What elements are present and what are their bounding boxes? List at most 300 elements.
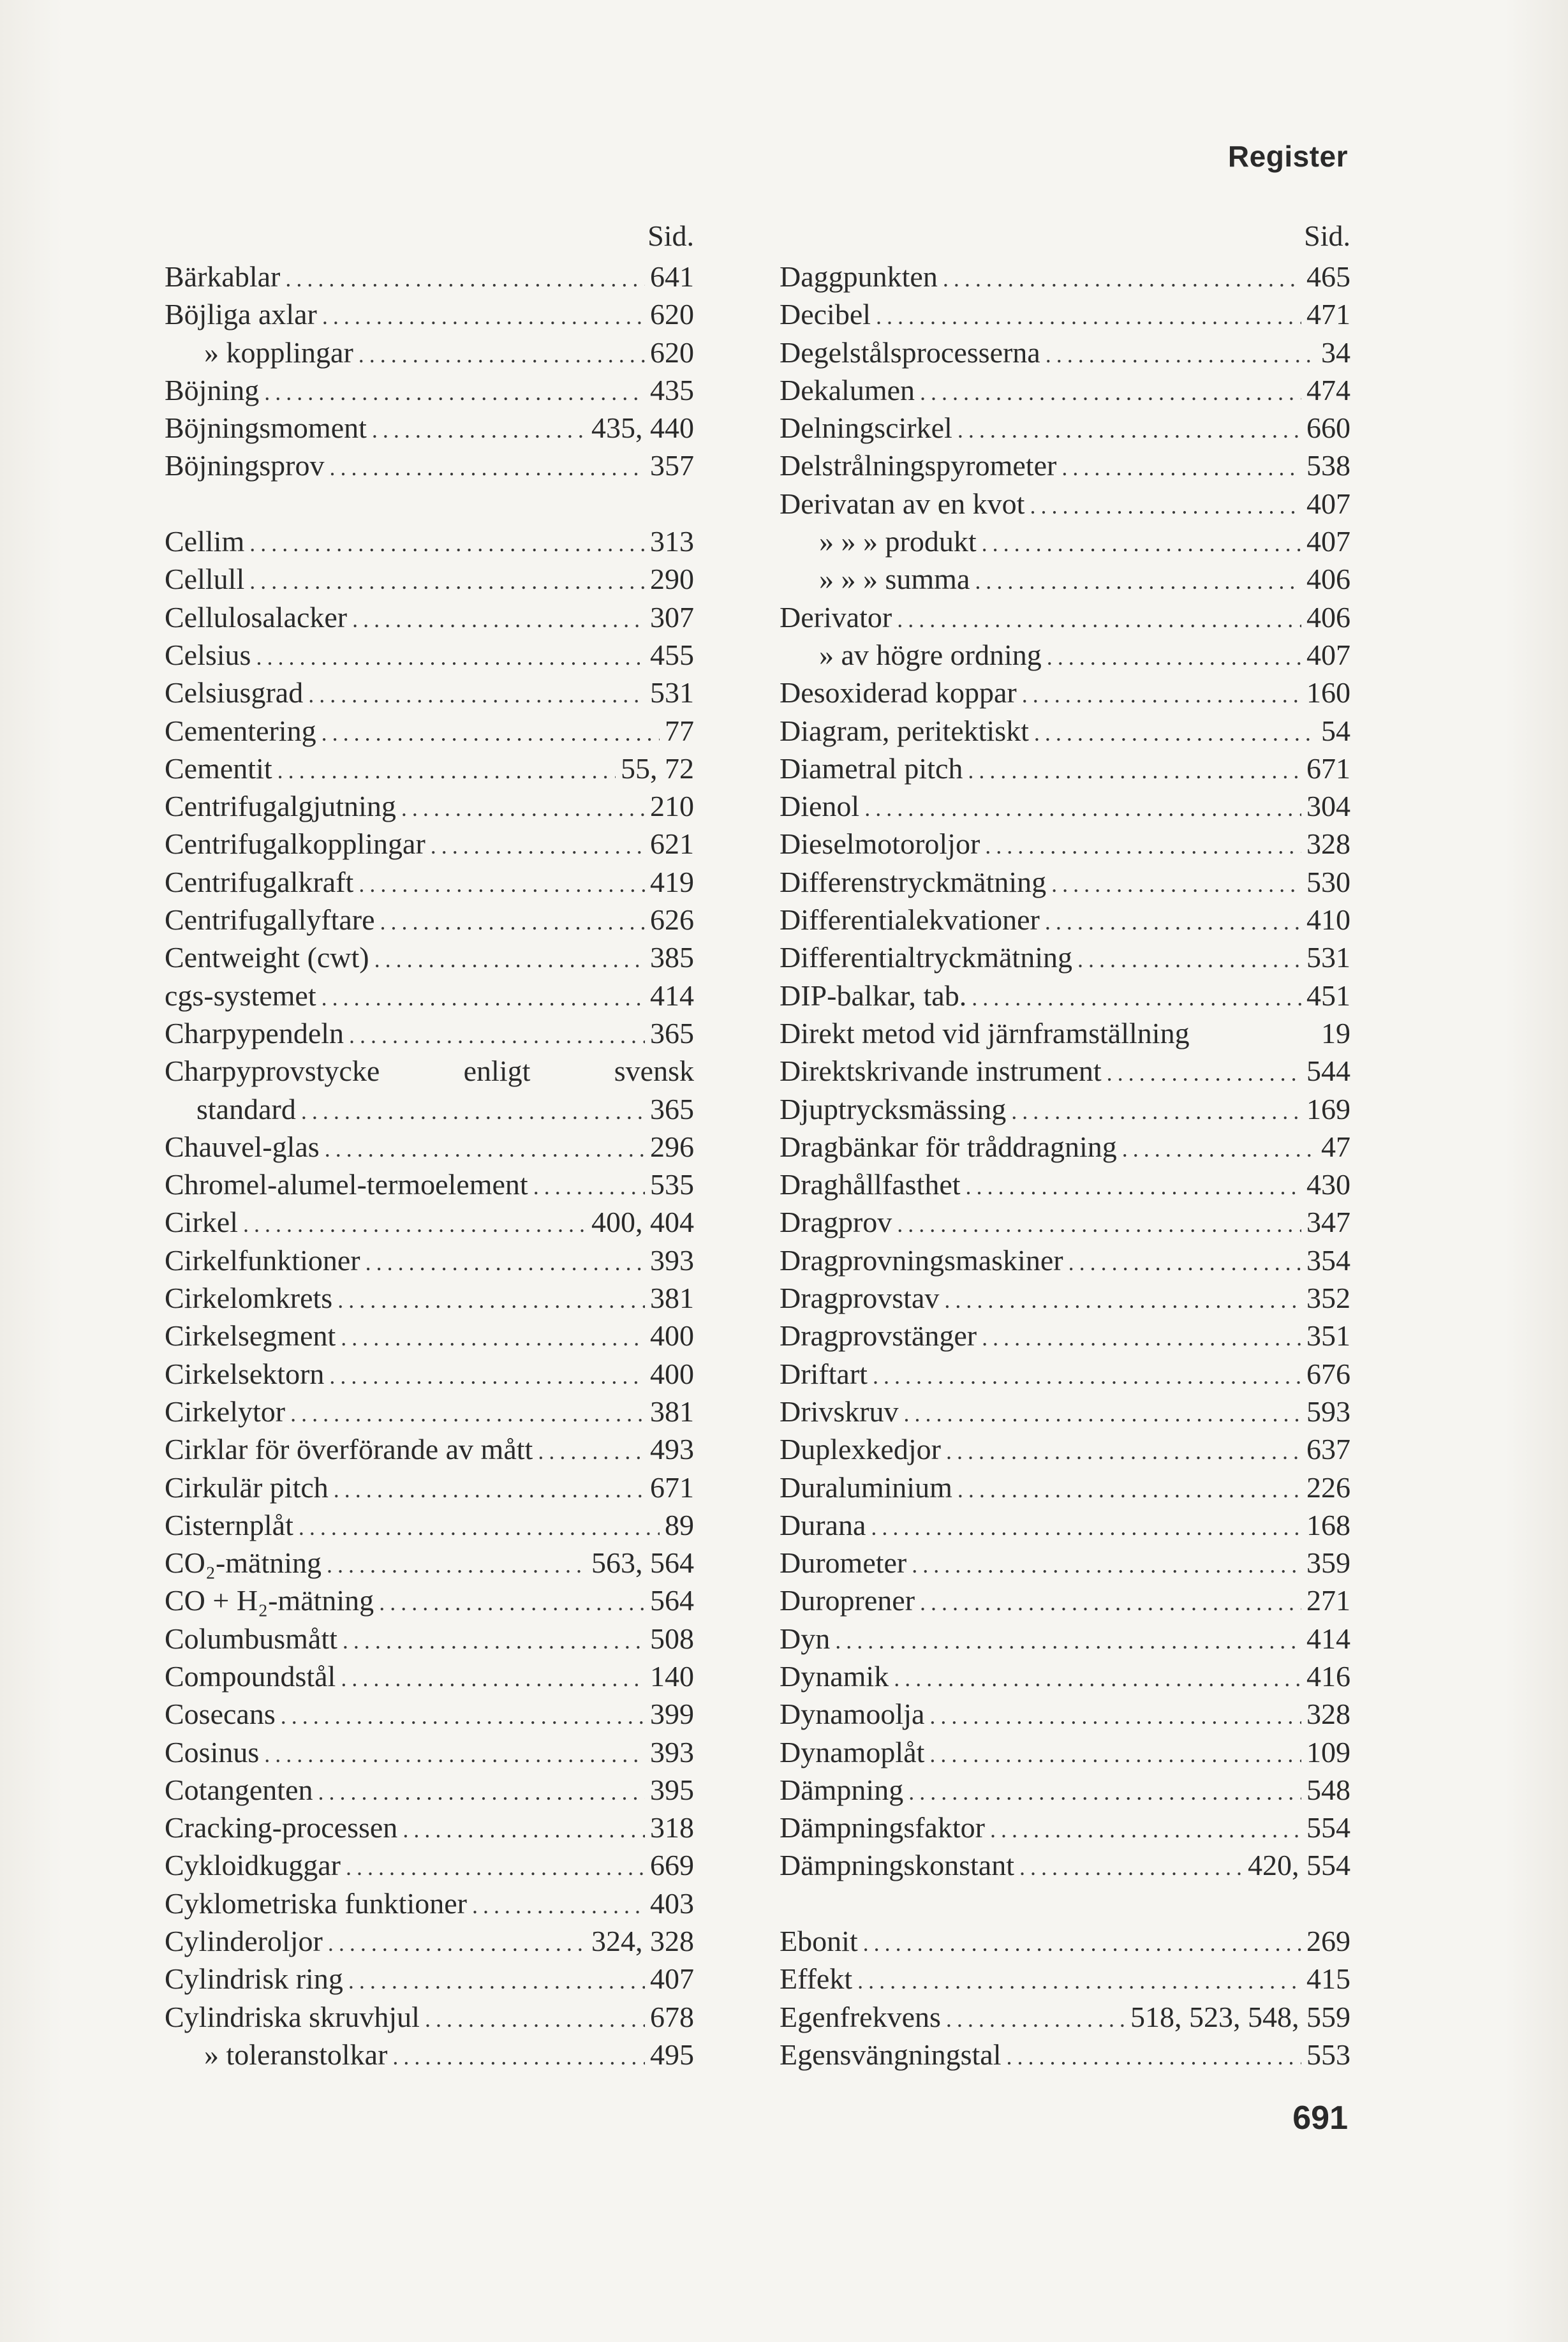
index-term: Daggpunkten bbox=[780, 260, 938, 293]
page-reference: 351 bbox=[1306, 1319, 1350, 1353]
page-reference: 403 bbox=[650, 1886, 694, 1920]
page-reference: 385 bbox=[650, 941, 694, 974]
page-reference: 407 bbox=[1306, 525, 1350, 558]
dot-leader bbox=[403, 1811, 645, 1849]
page-reference: 531 bbox=[1306, 941, 1350, 974]
index-term: Diagram, peritektiskt bbox=[780, 714, 1029, 747]
index-term: » av högre ordning bbox=[819, 638, 1042, 671]
dot-leader bbox=[908, 1774, 1301, 1811]
index-entry bbox=[165, 1846, 694, 1884]
index-term: Cisternplåt bbox=[165, 1508, 293, 1541]
dot-leader bbox=[322, 715, 660, 752]
dot-leader bbox=[897, 1206, 1301, 1243]
index-entry bbox=[780, 598, 1350, 636]
index-term: Durometer bbox=[780, 1546, 907, 1580]
index-term: Ebonit bbox=[780, 1925, 858, 1958]
index-entry bbox=[165, 1090, 694, 1128]
index-term: Centrifugalkraft bbox=[165, 865, 354, 898]
page-reference: 210 bbox=[650, 790, 694, 823]
index-term: Degelstålsprocesserna bbox=[780, 336, 1040, 369]
page-reference: 313 bbox=[650, 525, 694, 558]
dot-leader bbox=[533, 1168, 645, 1206]
index-term: Direkt metod vid järnframställning bbox=[780, 1016, 1190, 1049]
index-term: Cirkelytor bbox=[165, 1395, 286, 1428]
index-entry bbox=[780, 825, 1350, 863]
index-entry bbox=[165, 1809, 694, 1846]
index-term: Cellulosalacker bbox=[165, 600, 348, 634]
dot-leader bbox=[912, 1546, 1301, 1584]
page-reference: 620 bbox=[650, 336, 694, 369]
index-term: Cirkelomkrets bbox=[165, 1282, 333, 1315]
page-reference: 328 bbox=[1306, 827, 1350, 861]
dot-leader bbox=[864, 790, 1301, 827]
dot-leader bbox=[1022, 676, 1301, 714]
dot-leader bbox=[352, 601, 645, 639]
index-entry bbox=[780, 1846, 1350, 1884]
index-entry bbox=[165, 295, 694, 333]
index-term: Drivskruv bbox=[780, 1395, 899, 1428]
index-entry bbox=[780, 1203, 1350, 1241]
dot-leader bbox=[329, 449, 645, 487]
page-reference: 357 bbox=[650, 449, 694, 482]
dot-leader bbox=[318, 1774, 646, 1811]
page-reference: 407 bbox=[650, 1962, 694, 1996]
dot-leader bbox=[1011, 1093, 1301, 1130]
page-reference: 554 bbox=[1306, 1811, 1350, 1844]
index-entry bbox=[780, 1506, 1350, 1544]
index-entry bbox=[165, 1203, 694, 1241]
page-reference: 531 bbox=[650, 676, 694, 709]
dot-leader bbox=[308, 676, 645, 714]
dot-leader bbox=[1047, 639, 1301, 676]
page-reference: 400, 404 bbox=[591, 1206, 694, 1239]
index-term: Böjningsmoment bbox=[165, 411, 367, 445]
index-entry bbox=[780, 1317, 1350, 1354]
index-entry bbox=[165, 1166, 694, 1203]
dot-leader bbox=[1061, 449, 1301, 487]
index-term: Cyklometriska funktioner bbox=[165, 1886, 467, 1920]
dot-leader bbox=[943, 260, 1301, 298]
index-entry bbox=[780, 1355, 1350, 1393]
dot-leader bbox=[982, 1319, 1301, 1357]
index-term: Cosecans bbox=[165, 1698, 276, 1731]
index-entry bbox=[165, 1052, 694, 1090]
index-entry bbox=[780, 1998, 1350, 2036]
index-entry bbox=[165, 712, 694, 750]
page-reference: 420, 554 bbox=[1248, 1849, 1350, 1882]
index-term: Cotangenten bbox=[165, 1773, 313, 1806]
dot-leader bbox=[249, 525, 645, 563]
index-entry bbox=[780, 258, 1350, 295]
page-reference: 271 bbox=[1306, 1584, 1350, 1617]
index-term: Centweight (cwt) bbox=[165, 941, 369, 974]
page-reference: 465 bbox=[1306, 260, 1350, 293]
index-term: Chromel-alumel-termoelement bbox=[165, 1168, 528, 1201]
page-reference: 160 bbox=[1306, 676, 1350, 709]
index-term: Dragprovningsmaskiner bbox=[780, 1243, 1063, 1277]
dot-leader bbox=[379, 1584, 645, 1622]
index-term: Cracking-processen bbox=[165, 1811, 398, 1844]
index-term: Compoundstål bbox=[165, 1659, 336, 1693]
index-term: DIP-balkar, tab. bbox=[780, 979, 967, 1012]
index-entry bbox=[780, 523, 1350, 560]
page-reference: 455 bbox=[650, 638, 694, 671]
index-term: Celsiusgrad bbox=[165, 676, 304, 709]
dot-leader bbox=[1019, 1849, 1243, 1886]
dot-leader bbox=[285, 260, 645, 298]
index-entry bbox=[165, 901, 694, 938]
index-entry bbox=[165, 825, 694, 863]
index-term: Dragprovstav bbox=[780, 1282, 940, 1315]
index-entry bbox=[165, 1771, 694, 1809]
page-reference: 34 bbox=[1321, 336, 1350, 369]
index-entry bbox=[780, 560, 1350, 598]
index-term: Cirkelsegment bbox=[165, 1319, 336, 1353]
index-entry bbox=[165, 1733, 694, 1771]
dot-leader bbox=[920, 374, 1301, 411]
dot-leader bbox=[264, 1736, 645, 1774]
running-head: Register bbox=[1227, 140, 1348, 173]
dot-leader bbox=[325, 1130, 645, 1168]
page-reference: 626 bbox=[650, 903, 694, 937]
page-reference: 676 bbox=[1306, 1357, 1350, 1390]
index-entry bbox=[165, 674, 694, 711]
dot-leader bbox=[904, 1395, 1301, 1433]
index-column-right bbox=[780, 216, 1350, 2073]
index-entry bbox=[780, 1469, 1350, 1506]
index-entry bbox=[165, 334, 694, 371]
index-entry bbox=[780, 636, 1350, 674]
index-entry bbox=[780, 938, 1350, 976]
page-reference: 535 bbox=[650, 1168, 694, 1201]
index-term: Columbusmått bbox=[165, 1622, 337, 1655]
dot-leader bbox=[990, 1811, 1301, 1849]
page-reference: 548 bbox=[1306, 1773, 1350, 1806]
dot-leader bbox=[341, 1319, 645, 1357]
page-reference: 19 bbox=[1321, 1016, 1350, 1049]
page-reference: 400 bbox=[650, 1319, 694, 1353]
index-entry bbox=[165, 1279, 694, 1317]
page-reference: 324, 328 bbox=[591, 1925, 694, 1958]
index-term: Cellim bbox=[165, 525, 245, 558]
dot-leader bbox=[349, 1017, 645, 1055]
index-entry bbox=[165, 1544, 694, 1582]
index-term: Cirkel bbox=[165, 1206, 238, 1239]
index-term: CO₂-mätning bbox=[165, 1546, 322, 1580]
dot-leader bbox=[876, 298, 1301, 336]
index-entry bbox=[780, 787, 1350, 825]
index-term: Djuptrycksmässing bbox=[780, 1092, 1007, 1125]
dot-leader bbox=[343, 1622, 645, 1660]
index-term: Draghållfasthet bbox=[780, 1168, 961, 1201]
page-reference: 621 bbox=[650, 827, 694, 861]
index-term: Dyn bbox=[780, 1622, 831, 1655]
index-entry bbox=[165, 787, 694, 825]
index-entry bbox=[165, 1885, 694, 1922]
page-reference: 530 bbox=[1306, 865, 1350, 898]
dot-leader bbox=[897, 601, 1301, 639]
index-term: Dämpningsfaktor bbox=[780, 1811, 985, 1844]
page-reference: 678 bbox=[650, 2000, 694, 2033]
page-reference: 430 bbox=[1306, 1168, 1350, 1201]
dot-leader bbox=[1122, 1130, 1316, 1168]
dot-leader bbox=[348, 1962, 645, 2000]
index-entry bbox=[780, 2036, 1350, 2073]
dot-leader bbox=[1034, 715, 1316, 752]
dot-leader bbox=[944, 1282, 1301, 1319]
index-term: Centrifugallyftare bbox=[165, 903, 375, 937]
index-entry bbox=[165, 371, 694, 409]
index-term: Cylindriska skruvhjul bbox=[165, 2000, 420, 2033]
page-reference: 660 bbox=[1306, 411, 1350, 445]
index-entry bbox=[165, 1998, 694, 2036]
page-reference: 495 bbox=[650, 2038, 694, 2071]
index-entry bbox=[780, 485, 1350, 523]
dot-leader bbox=[327, 1546, 586, 1584]
index-term: Cosinus bbox=[165, 1735, 260, 1768]
index-term: Dekalumen bbox=[780, 373, 915, 406]
index-entry bbox=[780, 1128, 1350, 1166]
index-term: Durana bbox=[780, 1508, 866, 1541]
page-reference: 641 bbox=[650, 260, 694, 293]
dot-leader bbox=[958, 411, 1301, 449]
index-column-left bbox=[165, 216, 694, 2073]
index-term: » kopplingar bbox=[204, 336, 353, 369]
index-spacer bbox=[165, 485, 694, 523]
page-reference: 493 bbox=[650, 1433, 694, 1466]
index-term: Cirkelsektorn bbox=[165, 1357, 325, 1390]
dot-leader bbox=[835, 1622, 1301, 1660]
dot-leader bbox=[346, 1849, 645, 1886]
index-term: Differenstryckmätning bbox=[780, 865, 1047, 898]
index-entry bbox=[780, 1620, 1350, 1657]
page-reference: 296 bbox=[650, 1130, 694, 1163]
index-entry bbox=[780, 977, 1350, 1014]
page-reference: 365 bbox=[650, 1016, 694, 1049]
index-term: Cirklar för överförande av mått bbox=[165, 1433, 533, 1466]
dot-leader bbox=[472, 1887, 645, 1925]
dot-leader bbox=[1107, 1055, 1301, 1092]
index-term: Cirkelfunktioner bbox=[165, 1243, 360, 1277]
page-reference: 620 bbox=[650, 298, 694, 331]
index-entry-list bbox=[780, 258, 1350, 2073]
index-entry bbox=[780, 1582, 1350, 1619]
dot-leader bbox=[334, 1471, 645, 1509]
page-reference: 347 bbox=[1306, 1206, 1350, 1239]
page-reference: 451 bbox=[1306, 979, 1350, 1012]
dot-leader bbox=[920, 1584, 1301, 1622]
index-term: Diametral pitch bbox=[780, 752, 963, 785]
page-reference: 140 bbox=[650, 1659, 694, 1693]
page-reference: 407 bbox=[1306, 487, 1350, 520]
dot-leader bbox=[958, 1471, 1301, 1509]
page-reference: 406 bbox=[1306, 600, 1350, 634]
page-reference: 290 bbox=[650, 563, 694, 596]
index-entry bbox=[165, 1657, 694, 1695]
index-entry bbox=[165, 560, 694, 598]
index-term: Böjningsprov bbox=[165, 449, 325, 482]
page-reference: 359 bbox=[1306, 1546, 1350, 1580]
page-reference: 269 bbox=[1306, 1925, 1350, 1958]
index-entry bbox=[165, 1506, 694, 1544]
dot-leader bbox=[431, 827, 645, 865]
page-reference: 474 bbox=[1306, 373, 1350, 406]
dot-leader bbox=[328, 1925, 586, 1962]
dot-leader bbox=[299, 1509, 660, 1546]
index-entry bbox=[780, 1430, 1350, 1468]
dot-leader bbox=[359, 866, 645, 903]
dot-leader bbox=[1069, 1244, 1301, 1282]
index-entry bbox=[780, 1657, 1350, 1695]
page-reference: 393 bbox=[650, 1243, 694, 1277]
dot-leader bbox=[374, 941, 645, 979]
page-reference: 406 bbox=[1306, 563, 1350, 596]
page-reference: 47 bbox=[1321, 1130, 1350, 1163]
index-entry bbox=[780, 1393, 1350, 1430]
page-reference: 77 bbox=[665, 714, 694, 747]
index-term: » toleranstolkar bbox=[204, 2038, 388, 2071]
page-reference: 169 bbox=[1306, 1092, 1350, 1125]
index-term: Derivator bbox=[780, 600, 892, 634]
page-reference: 54 bbox=[1321, 714, 1350, 747]
index-term: Dragprovstänger bbox=[780, 1319, 977, 1353]
dot-leader bbox=[966, 1168, 1301, 1206]
page-reference: 89 bbox=[665, 1508, 694, 1541]
index-term: Effekt bbox=[780, 1962, 853, 1996]
index-term: Egenfrekvens bbox=[780, 2000, 941, 2033]
page-reference: 381 bbox=[650, 1395, 694, 1428]
index-entry bbox=[165, 1582, 694, 1619]
index-term: Delstrålningspyrometer bbox=[780, 449, 1057, 482]
index-entry bbox=[780, 1695, 1350, 1733]
dot-leader bbox=[380, 903, 645, 941]
index-entry bbox=[780, 1733, 1350, 1771]
page-reference: 593 bbox=[1306, 1395, 1350, 1428]
page-reference: 538 bbox=[1306, 449, 1350, 482]
index-entry-list bbox=[165, 258, 694, 2073]
page-reference: 553 bbox=[1306, 2038, 1350, 2071]
page-reference: 671 bbox=[1306, 752, 1350, 785]
page-reference: 354 bbox=[1306, 1243, 1350, 1277]
dot-leader bbox=[982, 525, 1301, 563]
dot-leader bbox=[243, 1206, 586, 1243]
index-term: Charpypendeln bbox=[165, 1016, 344, 1049]
index-term: Differentialtryckmätning bbox=[780, 941, 1072, 974]
dot-leader bbox=[1045, 903, 1301, 941]
index-entry bbox=[165, 938, 694, 976]
dot-leader bbox=[1077, 941, 1301, 979]
index-entry bbox=[780, 674, 1350, 711]
page-reference: 563, 564 bbox=[591, 1546, 694, 1580]
index-entry bbox=[165, 1128, 694, 1166]
index-entry bbox=[780, 1544, 1350, 1582]
page-reference: 407 bbox=[1306, 638, 1350, 671]
page-reference: 381 bbox=[650, 1282, 694, 1315]
dot-leader bbox=[277, 752, 616, 790]
page-reference: 435 bbox=[650, 373, 694, 406]
index-spacer bbox=[780, 1885, 1350, 1922]
dot-leader bbox=[975, 563, 1301, 600]
index-term: Duplexkedjor bbox=[780, 1433, 941, 1466]
index-entry bbox=[780, 901, 1350, 938]
index-entry bbox=[165, 750, 694, 787]
index-entry bbox=[780, 371, 1350, 409]
page-reference: 435, 440 bbox=[591, 411, 694, 445]
index-entry bbox=[780, 1960, 1350, 1997]
index-term: Dynamoolja bbox=[780, 1698, 925, 1731]
page-reference: 318 bbox=[650, 1811, 694, 1844]
page-column-header: Sid. bbox=[647, 219, 694, 252]
dot-leader bbox=[538, 1433, 645, 1471]
page-reference: 365 bbox=[650, 1092, 694, 1125]
dot-leader bbox=[894, 1660, 1301, 1698]
page-reference: 55, 72 bbox=[621, 752, 694, 785]
index-entry bbox=[780, 295, 1350, 333]
index-term: Dieselmotoroljor bbox=[780, 827, 980, 861]
page-reference: 414 bbox=[1306, 1622, 1350, 1655]
index-entry bbox=[165, 523, 694, 560]
index-term: Driftart bbox=[780, 1357, 868, 1390]
page-reference: 400 bbox=[650, 1357, 694, 1390]
index-term: Dynamik bbox=[780, 1659, 889, 1693]
page-reference: 508 bbox=[650, 1622, 694, 1655]
index-term: Böjning bbox=[165, 373, 260, 406]
page-reference: 637 bbox=[1306, 1433, 1350, 1466]
index-entry bbox=[165, 1241, 694, 1279]
page-number: 691 bbox=[1292, 2100, 1348, 2137]
index-entry bbox=[165, 1620, 694, 1657]
dot-leader bbox=[264, 374, 645, 411]
index-entry bbox=[165, 1960, 694, 1997]
index-term: Bärkablar bbox=[165, 260, 281, 293]
index-term: Cykloidkuggar bbox=[165, 1849, 341, 1882]
page-reference: 399 bbox=[650, 1698, 694, 1731]
dot-leader bbox=[322, 979, 645, 1017]
page-reference: 395 bbox=[650, 1773, 694, 1806]
index-term: CO + H₂-mätning bbox=[165, 1584, 374, 1617]
index-entry bbox=[165, 1393, 694, 1430]
index-entry bbox=[780, 712, 1350, 750]
index-entry bbox=[165, 977, 694, 1014]
dot-leader bbox=[322, 298, 645, 336]
dot-leader bbox=[929, 1698, 1301, 1735]
page-reference: 393 bbox=[650, 1735, 694, 1768]
page-reference: 410 bbox=[1306, 903, 1350, 937]
index-term: Direktskrivande instrument bbox=[780, 1055, 1102, 1088]
index-term: Dämpning bbox=[780, 1773, 904, 1806]
index-term: Duraluminium bbox=[780, 1471, 952, 1504]
index-entry bbox=[780, 750, 1350, 787]
index-entry bbox=[780, 1241, 1350, 1279]
index-term: standard bbox=[196, 1092, 296, 1125]
index-term: Böjliga axlar bbox=[165, 298, 317, 331]
index-entry bbox=[780, 1279, 1350, 1317]
index-term: Dragprov bbox=[780, 1206, 892, 1239]
index-entry bbox=[780, 1809, 1350, 1846]
page-reference: 226 bbox=[1306, 1471, 1350, 1504]
index-term: Cirkulär pitch bbox=[165, 1471, 329, 1504]
index-term: Cementering bbox=[165, 714, 316, 747]
index-term: Desoxiderad koppar bbox=[780, 676, 1017, 709]
dot-leader bbox=[1046, 336, 1316, 374]
index-term: Duroprener bbox=[780, 1584, 915, 1617]
index-term: » » » summa bbox=[819, 563, 970, 596]
page-reference: 414 bbox=[650, 979, 694, 1012]
page-reference: 328 bbox=[1306, 1698, 1350, 1731]
index-term: Cellull bbox=[165, 563, 245, 596]
index-term: Centrifugalgjutning bbox=[165, 790, 396, 823]
index-term: Chauvel-glas bbox=[165, 1130, 320, 1163]
